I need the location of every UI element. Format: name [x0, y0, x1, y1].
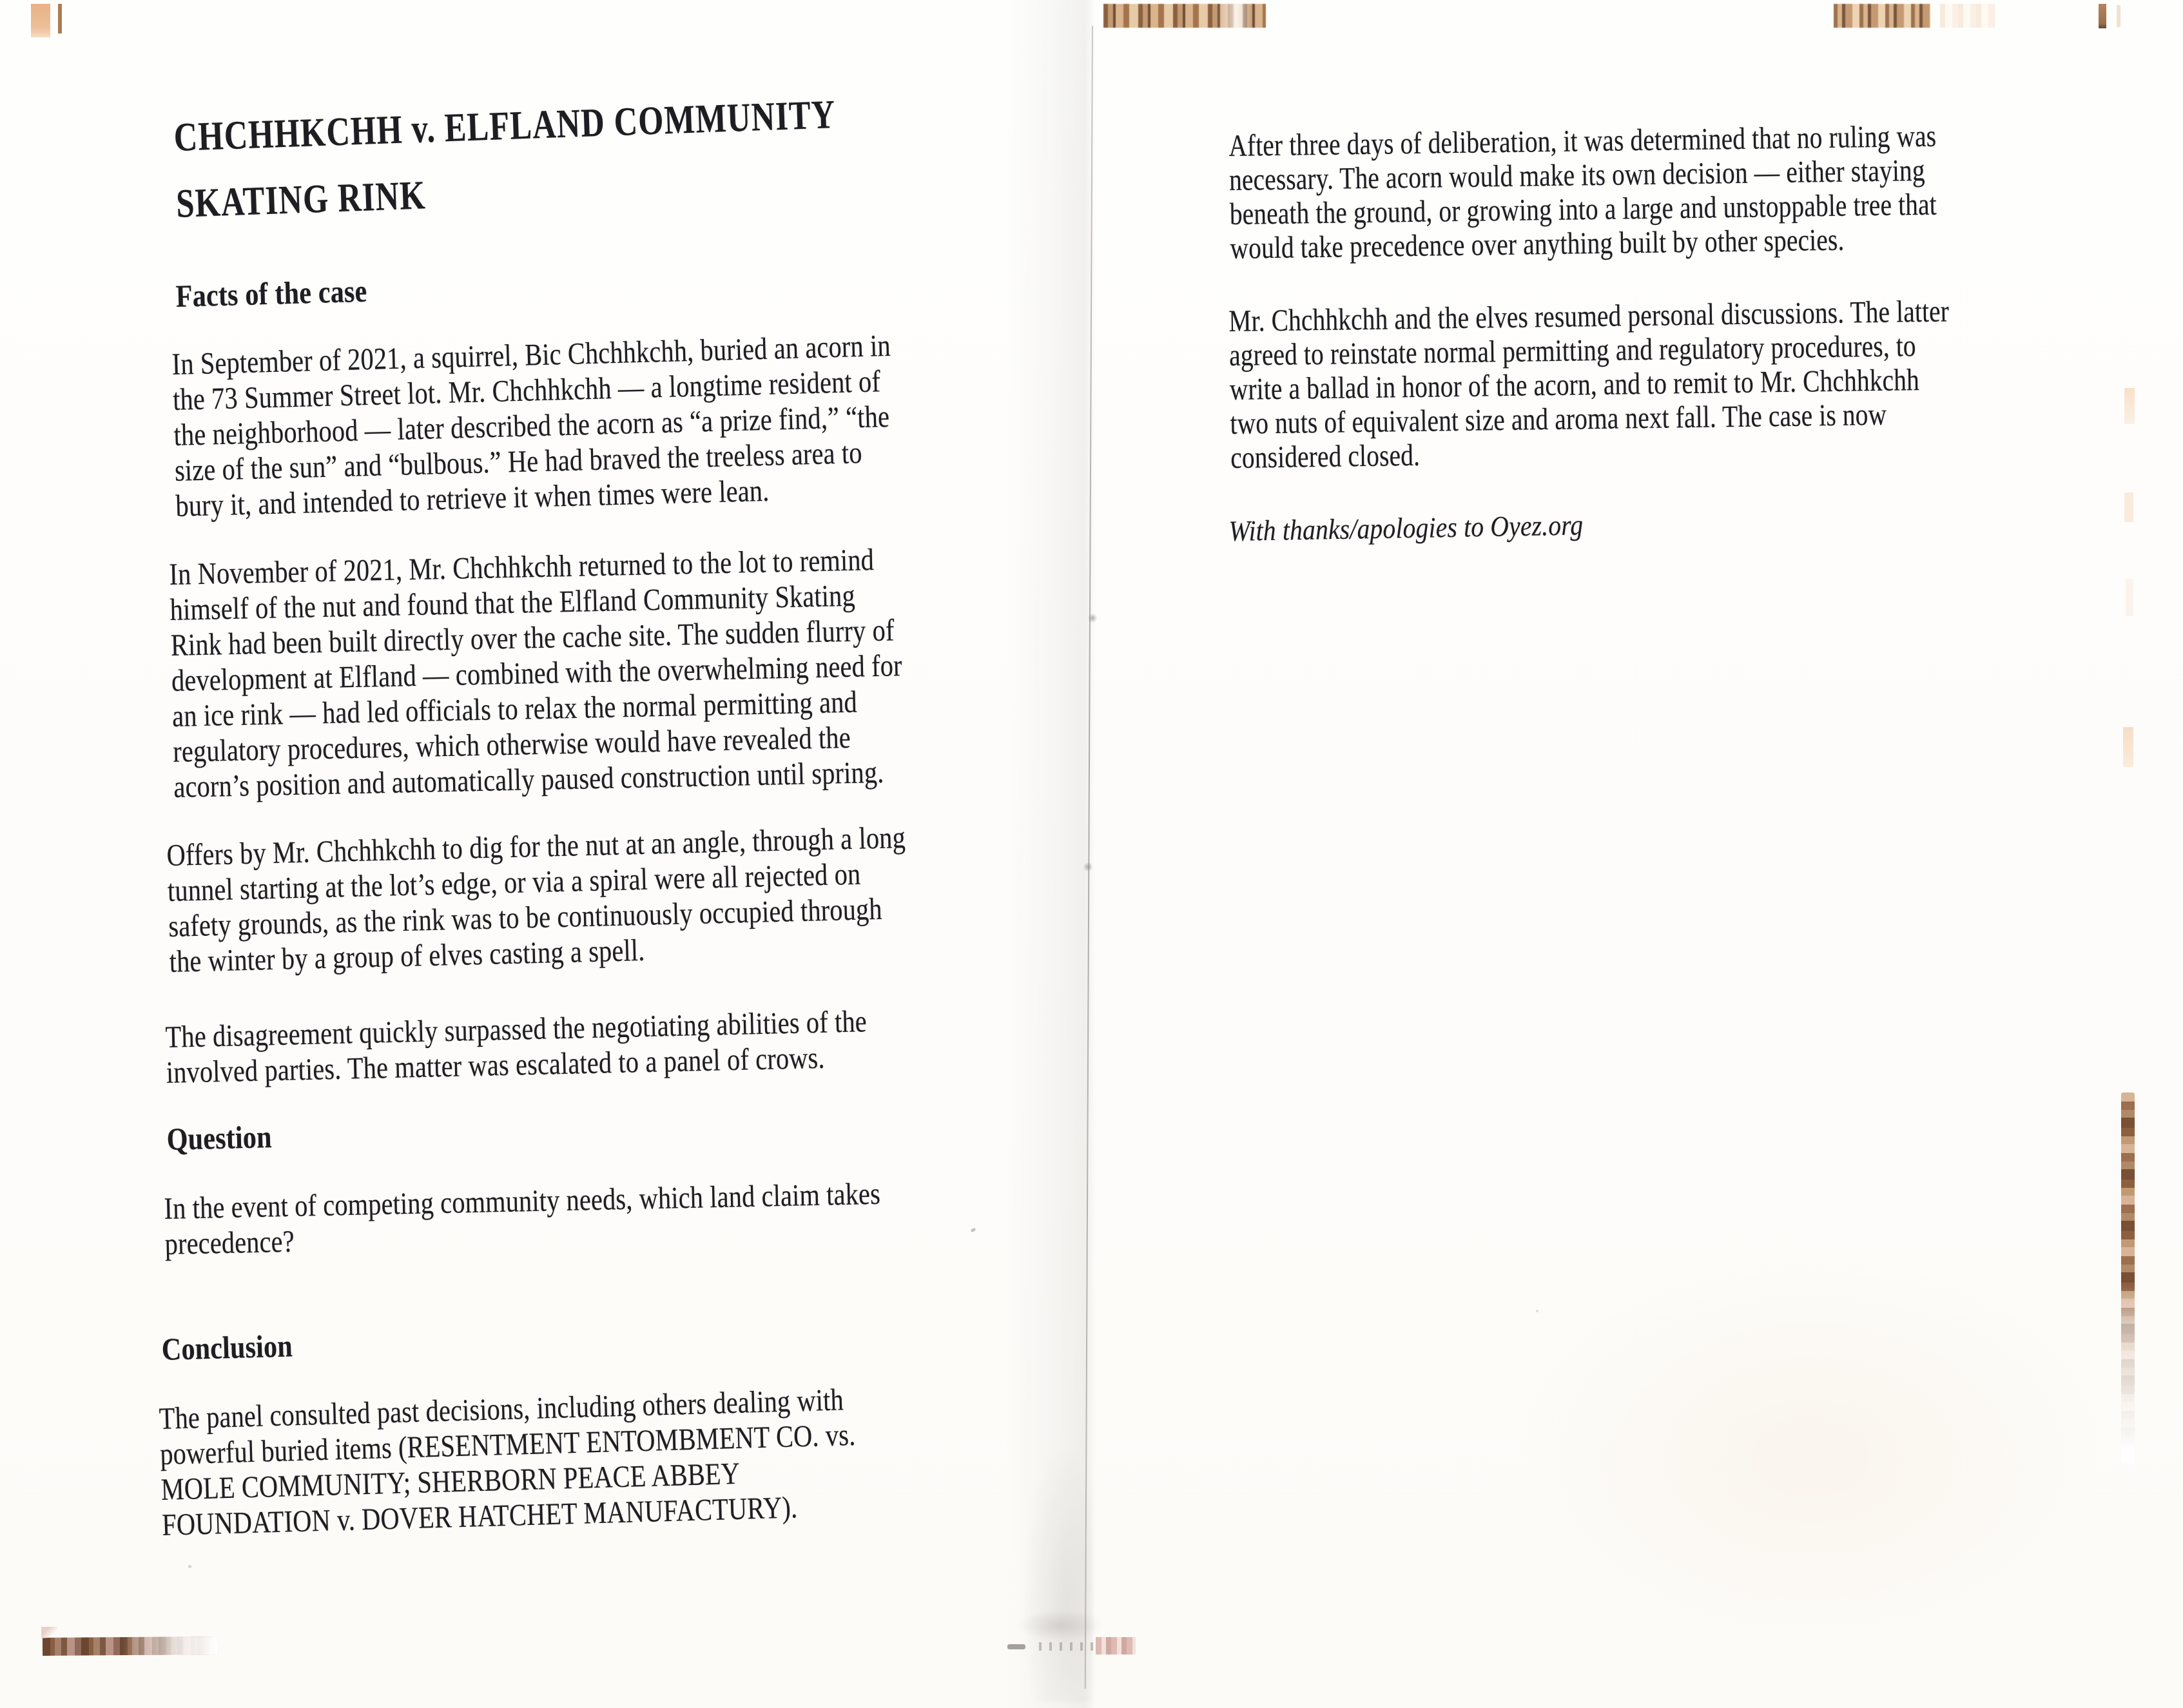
scan-artifact-bottom-middle-smudge	[1017, 1610, 1104, 1641]
question-paragraph: In the event of competing community needs, which land claim takes precedence?	[164, 1176, 881, 1261]
facts-paragraph: In September of 2021, a squirrel, Bic Chchhkchh, buried an acorn in the 73 Summer Street lot. Mr. Chchhkchh — a longtime resident of the neighborhood — later described the acorn as “a prize find,” “the size of the sun” and “bulbous.” He had braved the treeless area to bury it, and intended to retrieve it when times were lean.	[171, 328, 891, 523]
scan-artifact-right-edge-strip	[2121, 1092, 2135, 1463]
scan-artifact-bottom-left-flag	[41, 1627, 58, 1638]
page-fold-paper-texture	[1025, 1450, 1092, 1702]
scan-artifact-bottom-middle-dash	[1007, 1644, 1025, 1649]
facts-paragraph: In November of 2021, Mr. Chchhkchh returned to the lot to remind himself of the nut and found that the Elfland Community Skating Rink had been built directly over the cache site. The sudden flurry of development at Elfland — combined with the overwhelming need for an ice rink — had led officials to relax the normal permitting and regulatory procedures, which otherwise would have revealed the acorn’s position and automatically paused construction until spring.	[169, 543, 903, 804]
ink-speck	[1536, 1310, 1538, 1312]
conclusion-paragraph: The panel consulted past decisions, including others dealing with powerful buried items (RESENTMENT ENTOMBMENT CO. vs. MOLE COMMUNITY; SHERBORN PEACE ABBEY FOUNDATION v. DOVER HATCHET MANUFACTURY).	[159, 1383, 857, 1542]
staple-mark	[1083, 862, 1093, 871]
scan-artifact-top-right-tick	[2117, 5, 2120, 27]
scan-artifact-top-right-tick	[2099, 4, 2106, 28]
staple-mark	[1087, 614, 1098, 623]
ink-speck	[970, 1227, 976, 1232]
ruling-paragraph: After three days of deliberation, it was determined that no ruling was necessary. The acorn would make its own decision — either staying beneath the ground, or growing into a large and unstoppable tree that would take precedence over anything built by other species.	[1228, 119, 1937, 266]
scan-artifact-top-left-line	[58, 4, 62, 34]
conclusion-heading: Conclusion	[161, 1328, 293, 1367]
scan-artifact-top-right-faint-strip	[1940, 4, 1995, 28]
facts-paragraph: The disagreement quickly surpassed the negotiating abilities of the involved parties. The matter was escalated to a panel of crows.	[165, 1004, 868, 1090]
scan-artifact-bottom-left-strip	[43, 1636, 218, 1656]
resolution-paragraph: Mr. Chchhkchh and the elves resumed personal discussions. The latter agreed to reinstate normal permitting and regulatory procedures, to write a ballad in honor of the acorn, and to remit to Mr. Chchhkchh two nuts of equivalent size and aroma next fall. The case is now considered closed.	[1228, 294, 1950, 475]
facts-heading: Facts of the case	[175, 273, 368, 314]
scan-artifact-right-edge-mark	[2126, 579, 2133, 616]
scan-artifact-top-right-strip	[1834, 4, 1930, 28]
paper-stain	[1515, 1257, 2108, 1656]
scan-artifact-right-edge-mark	[2124, 388, 2135, 424]
scan-artifact-bottom-middle-ticks	[1039, 1642, 1093, 1651]
question-heading: Question	[166, 1119, 273, 1157]
scan-artifact-top-middle-strip	[1103, 4, 1266, 28]
ink-speck	[188, 1565, 191, 1568]
facts-paragraph: Offers by Mr. Chchhkchh to dig for the nut at an angle, through a long tunnel starting at the lot’s edge, or via a spiral were all rejected on safety grounds, as the rink was to be continuously occupied through the winter by a group of elves casting a spell.	[166, 820, 906, 979]
scan-artifact-right-edge-mark	[2124, 492, 2133, 522]
case-title: CHCHHKCHH v. ELFLAND COMMUNITY SKATING RINK	[173, 92, 837, 226]
attribution-note: With thanks/apologies to Oyez.org	[1228, 509, 1584, 547]
scan-artifact-right-edge-mark	[2123, 727, 2133, 767]
scan-artifact-top-left-swatch	[31, 4, 50, 37]
